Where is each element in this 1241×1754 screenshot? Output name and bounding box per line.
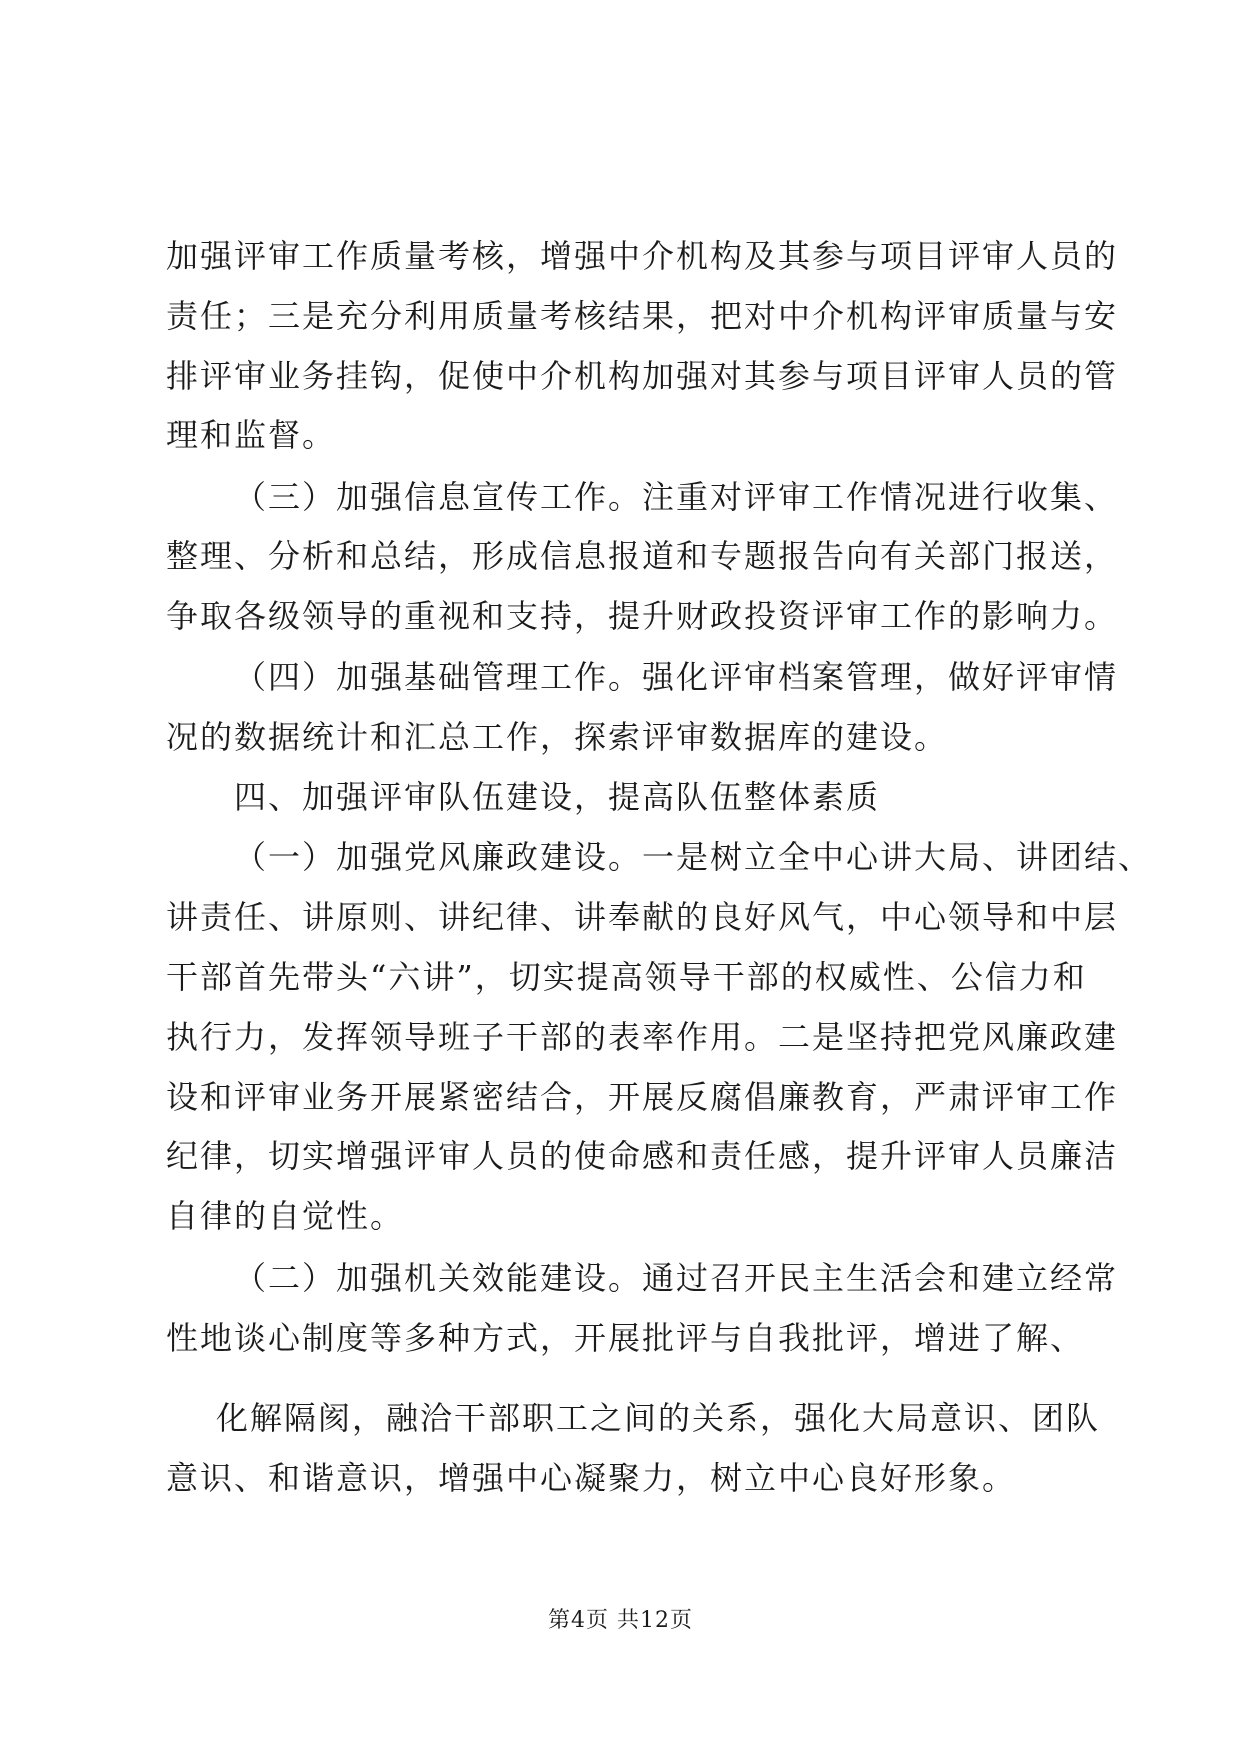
body-text-line: 加强评审工作质量考核，增强中介机构及其参与项目评审人员的 <box>166 237 1119 275</box>
body-text-line: 况的数据统计和汇总工作，探索评审数据库的建设。 <box>166 718 949 756</box>
body-text-line: 讲责任、讲原则、讲纪律、讲奉献的良好风气，中心领导和中层 <box>166 898 1119 936</box>
section-heading-san: （三）加强信息宣传工作。注重对评审工作情况进行收集、 <box>234 478 1119 516</box>
page-number-footer: 第4页 共12页 <box>548 1608 693 1633</box>
body-text-line: 化解隔阂，融洽干部职工之间的关系，强化大局意识、团队 <box>216 1399 1101 1437</box>
chapter-heading-four: 四、加强评审队伍建设，提高队伍整体素质 <box>234 778 881 816</box>
body-text-line: 设和评审业务开展紧密结合，开展反腐倡廉教育，严肃评审工作 <box>166 1078 1119 1116</box>
body-text-line: 执行力，发挥领导班子干部的表率作用。二是坚持把党风廉政建 <box>166 1018 1119 1056</box>
body-text-line: 理和监督。 <box>166 416 337 454</box>
body-text-line: 自律的自觉性。 <box>166 1197 405 1235</box>
section-heading-er: （二）加强机关效能建设。通过召开民主生活会和建立经常 <box>234 1259 1119 1297</box>
body-text-line: 排评审业务挂钩，促使中介机构加强对其参与项目评审人员的管 <box>166 357 1119 395</box>
section-heading-si: （四）加强基础管理工作。强化评审档案管理，做好评审情 <box>234 658 1119 696</box>
body-text-line: 干部首先带头“六讲”，切实提高领导干部的权威性、公信力和 <box>166 958 1087 996</box>
body-text-line: 整理、分析和总结，形成信息报道和专题报告向有关部门报送， <box>166 537 1119 575</box>
section-heading-yi: （一）加强党风廉政建设。一是树立全中心讲大局、讲团结、 <box>234 838 1153 876</box>
body-text-line: 纪律，切实增强评审人员的使命感和责任感，提升评审人员廉洁 <box>166 1137 1119 1175</box>
body-text-line: 性地谈心制度等多种方式，开展批评与自我批评，增进了解、 <box>166 1319 1085 1357</box>
body-text-line: 责任；三是充分利用质量考核结果，把对中介机构评审质量与安 <box>166 297 1119 335</box>
body-text-line: 争取各级领导的重视和支持，提升财政投资评审工作的影响力。 <box>166 597 1119 635</box>
body-text-line: 意识、和谐意识，增强中心凝聚力，树立中心良好形象。 <box>166 1459 1017 1497</box>
